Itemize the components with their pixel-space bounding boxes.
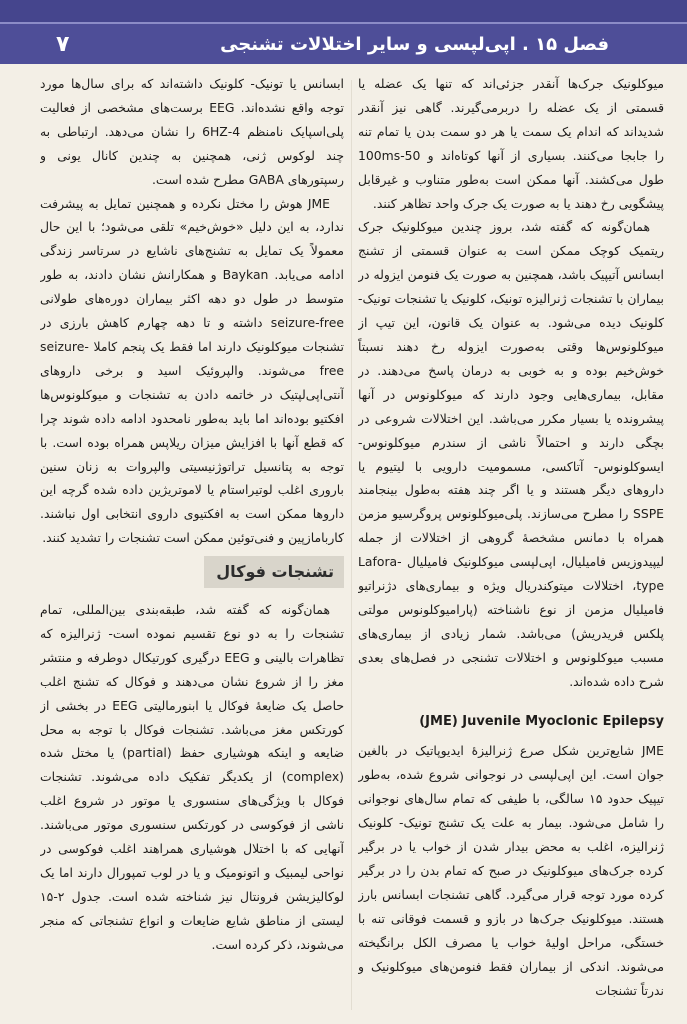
header-divider	[0, 22, 687, 24]
chapter-title: فصل ۱۵ . اپی‌لپسی و سایر اختلالات تشنجی	[220, 34, 609, 55]
column-gutter	[351, 80, 352, 1010]
section-heading-focal-seizures: تشنجات فوکال	[204, 556, 344, 588]
paragraph: میوکلونیک جرک‌ها آنقدر جزئی‌اند که تنها یک عضله یا قسمتی از یک عضله را دربرمی‌گیرند. گاهی نیز آنقدر شدیداند که اندام یک سمت یا هر دو سمت بدن یا تمام تنه را جابجا می‌کنند. بسیاری از آنها کوتاه‌اند و 50-100ms طول می‌کشند. آنها ممکن است به‌طور متناوب و غیرقابل پیشگویی رخ دهند یا به صورت یک جرک واحد تظاهر کنند.	[358, 76, 664, 211]
paragraph: ابسانس یا تونیک- کلونیک داشته‌اند که برای سال‌ها مورد توجه واقع نشده‌اند. EEG برست‌های مشخصی از فعالیت پلی‌اسپایک نامنظم 4-6HZ را نشان می‌دهد. ارتباطی به چند لوکوس ژنی، همچنین به چندین کانال یونی و رسپتورهای GABA مطرح شده است.	[40, 76, 344, 187]
left-column	[40, 72, 344, 1017]
paragraph: همان‌گونه که گفته شد، بروز چندین میوکلونیک جرک ریتمیک کوچک ممکن است به عنوان قسمتی از تشنج ابسانس آتیپیک باشد، همچنین به صورت یک فنومن ایزوله در بیماران با تشنجات ژنرالیزه تونیک، کلونیک یا تشنجات تونیک- کلونیک دیده می‌شود. به عنوان یک قانون، این تیپ از میوکلونوس‌ها وقتی به‌صورت ایزوله رخ دهند نسبتاً خوش‌خیم بوده و به خوبی به درمان پاسخ می‌دهند. در مقابل، بیماری‌هایی وجود دارند که میوکلونوس در آنها پیشرونده یا بسیار مکرر می‌باشد. این اختلالات شروعی در بچگی دارند و احتمالاً ناشی از سندرم میوکلونوس- ایسوکلونوس- آتاکسی، مسمومیت دارویی با لیتیوم یا داروهای دیگر هستند و یا اگر چند هفته به‌طول بینجامند SSPE را مطرح می‌سازند. پلی‌میوکلونوس پروگرسیو مزمن همراه با دمانس مشخصهٔ گروهی از اختلالات از جمله لیپیدوزیس فامیلیال، اپی‌لپسی میوکلونیک فامیلیال Lafora-type، اختلالات میتوکندریال ویژه و بیماری‌های دژنراتیو فامیلیال مزمن از نوع ناشناخته (پارامیوکلونوس مولتی پلکس فریدریش) می‌باشد. شمار زیادی از بیماری‌های مسبب میوکلونوس و اختلالات تشنجی در فصل‌های بعدی شرح داده شده‌اند.	[358, 219, 664, 689]
paragraph: JME شایع‌ترین شکل صرع ژنرالیزهٔ ایدیوپاتیک در بالغین جوان است. این اپی‌لپسی در نوجوانی شروع شده، به‌طور تیپیک حدود ۱۵ سالگی، با طیفی که تمام سال‌های نوجوانی را شامل می‌شود. بیمار به علت یک تشنج تونیک- کلونیک ژنرالیزه، اغلب به محض بیدار شدن از خواب یا در برگیر کرده جرک‌های میوکلونیک در صبح که تمام بدن را در برگیر کرده مورد توجه قرار می‌گیرد. گاهی تشنجات ابسانس بارز هستند. میوکلونیک جرک‌ها در بازو و قسمت فوقانی تنه با خستگی، مراحل اولیهٔ خواب یا مصرف الکل برانگیخته می‌شوند. اندکی از بیماران فقط فنومن‌های میوکلونیک و ندرتاً تشنجات	[358, 743, 664, 998]
paragraph: همان‌گونه که گفته شد، طبقه‌بندی بین‌المللی، تمام تشنجات را به دو نوع تقسیم نموده است- ژنرالیزه که تظاهرات بالینی و EEG درگیری کورتیکال دوطرفه و منتشر مغز را از شروع نشان می‌دهند و فوکال که تشنج اغلب حاصل یک ضایعهٔ فوکال یا ابنورمالیتی EEG در بخشی از کورتکس مغز می‌باشد. تشنجات فوکال با توجه به محل ضایعه و اینکه هوشیاری حفظ (partial) یا مختل شده (complex) از یکدیگر تفکیک داده می‌شوند. تشنجات فوکال با ویژگی‌های سنسوری یا موتور در شروع اغلب ناشی از فوکوسی در کورتکس سنسوری موتور می‌باشند. آنهایی که با اختلال هوشیاری همراهند اغلب فوکوسی در نواحی لیمبیک و اتونومیک و یا در لوب تمپورال دارند اما یک لوکالیزیشن فرونتال نیز شناخته شده است. جدول ۲-۱۵ لیستی از مناطق شایع ضایعات و انواع تشنجاتی که منجر می‌شوند، ذکر کرده است.	[40, 602, 344, 952]
paragraph: JME هوش را مختل نکرده و همچنین تمایل به پیشرفت ندارد، به این دلیل «خوش‌خیم» تلقی می‌شود؛ با این حال معمولاً یک تمایل به تشنج‌های ناشایع در سرتاسر زندگی ادامه می‌یابد. Baykan و همکارانش نشان دادند، به طور متوسط در طول دو دهه اکثر بیماران دوره‌های طولانی seizure-free داشته و تا دهه چهارم کاهش بارزی در تشنجات میوکلونیک دارند اما فقط یک پنجم کاملا seizure-free می‌شوند. والپروئیک اسید و برخی داروهای آنتی‌اپی‌لپتیک در خاتمه دادن به تشنجات و میوکلونوس‌ها افکتیو بوده‌اند اما باید به‌طور نامحدود ادامه داده شوند چرا که قطع آنها با افزایش میزان ریلاپس همراه بوده است. با توجه به پتانسیل تراتوژنیسیتی والپروات به زنان سنین باروری اغلب لوتیراستام یا لاموتریژین داده شده گرچه این داروها ممکن است به افکتیوی داروی انتخابی اول نباشند. کاربامازپین و فنی‌توئین ممکن است تشنجات را تشدید کنند.	[40, 195, 344, 546]
page-number: ۷	[56, 32, 70, 57]
section-heading-jme: (JME) Juvenile Myoclonic Epilepsy	[419, 713, 664, 729]
right-column	[358, 72, 664, 1017]
page-header	[0, 0, 687, 64]
header-band	[0, 0, 687, 22]
